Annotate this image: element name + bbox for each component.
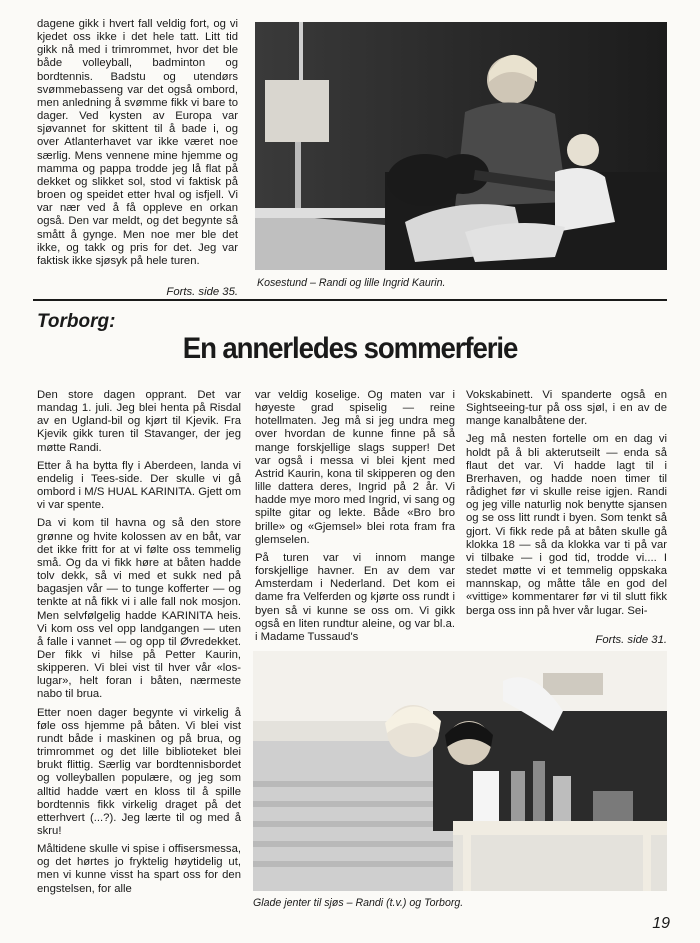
photo-guitar-image [255, 22, 667, 270]
paragraph: Vokskabinett. Vi spanderte også en Sightseeing-tur på oss sjøl, i en av de mange kanalbåtene der. [466, 389, 667, 428]
section-divider [33, 299, 667, 301]
article-column-1 [37, 389, 241, 901]
paragraph: På turen var vi innom mange forskjellige havner. En av dem var Amsterdam i Nederland. Det kom ei dame fra Velferden og kjørte oss rundt i byen så vi kunne se oss om. Vi gikk også en liten rundtur aleine, og var bl.a. i Madame Tussaud's [255, 551, 455, 643]
top-left-column [37, 18, 238, 273]
paragraph: Etter å ha bytta fly i Aberdeen, landa vi endelig i Tees-side. Der skulle vi gå ombord i M/S HUAL KARINITA. Gjett om vi var spente. [37, 459, 241, 512]
top-left-text: dagene gikk i hvert fall veldig fort, og vi kjedet oss ikke i det hele tatt. Litt tid gikk nå med i trimrommet, hvor det ble både volleyball, badminton og bordtennis. Badstu og utendørs svømmebasseng var det også ombord, men anledning å svømme fikk vi bare to dager. Ved kysten av Europa var sjøvannet for skittent til å bade i, og over Atlanterhavet var ikke været noe særlig. Mens vennene mine hjemme og mamma og pappa trodde jeg lå flat på dekket og slikket sol, stod vi faktisk på broen og speidet etter hval og isfjell. Vi var nær ved å få oppleve en orkan også. Den var meldt, og det begynte så smått å gynge. Men noe mer ble det ikke, og takk og pris for det. Jeg var faktisk ikke sjøsyk på hele turen. [37, 18, 238, 267]
photo-guitar [255, 22, 667, 270]
page-number: 19 [652, 915, 670, 932]
continued-note-top: Forts. side 35. [166, 286, 238, 298]
author-kicker: Torborg: [37, 311, 116, 332]
photo-cabin-caption: Glade jenter til sjøs – Randi (t.v.) og Torborg. [253, 897, 464, 909]
article-headline: En annerledes sommerferie [182, 332, 518, 365]
article-column-3 [466, 389, 667, 623]
paragraph: Jeg må nesten fortelle om en dag vi holdt på å bli akterutseilt — enda så flaut det var. Vi hadde lagt til i Brerhaven, og hadde noen timer til rådighet før vi skulle reise igjen. Randi og jeg ville naturlig nok benytte sjansen og se oss litt rundt i byen. Som tenkt så gjort. Vi fikk rede på at båten skulle gå klokka 18 — så da klokka var ti på var vi tilbake — i god tid, trodde vi.... I stedet møtte vi et temmelig oppskaka mannskap, og måtte tåle en god del «vittige» kommentarer før vi til slutt fikk berga oss inn på hver vår lugar. Sei- [466, 433, 667, 617]
paragraph: Da vi kom til havna og så den store grønne og hvite kolossen av en båt, var det ikke fritt for at vi følte oss temmelig små. Og da vi fikk høre at båten hadde tolv dekk, så vi med et sukk ned på bagasjen vår — to tunge kofferter — og tenkte at nå fikk vi i alle fall nok mosjon. Men selvfølgelig hadde KARINITA heis. Vi kom oss vel opp landgangen — uten å falle i vannet — og opp til Øvredekket. Der fikk vi hilse på Petter Kaurin, skipperen. Vi blei vist til hver vår «los-lugar», helt foran i båten, nærmeste nabo til brua. [37, 517, 241, 701]
paragraph: Måltidene skulle vi spise i offisersmessa, og det hørtes jo fryktelig høytidelig ut, men vi kunne visst ha spart oss for den engstelsen, for alle [37, 843, 241, 895]
photo-guitar-caption: Kosestund – Randi og lille Ingrid Kaurin. [257, 277, 446, 289]
continued-note-bottom: Forts. side 31. [595, 634, 667, 646]
article-column-2 [255, 389, 455, 649]
photo-cabin-image [253, 651, 667, 891]
paragraph: Den store dagen opprant. Det var mandag 1. juli. Jeg blei henta på Risdal av en Ugland-bil og kjørt til Kjevik. Fra Kjevik gikk turen til Stavanger, der jeg møtte Randi. [37, 389, 241, 454]
paragraph: var veldig koselige. Og maten var i høyeste grad spiselig — reine hotellmaten. Jeg må si jeg undra meg over hvordan de kunne finne på så mange forskjellige slags supper! Det var også i messa vi blei kjent med Astrid Kaurin, kona til skipperen og den lille dattera deres, Ingrid på 2 år. Vi hadde mye moro med Ingrid, vi sang og spilte gitar og lekte. Både «Bro bro brille» og «Gjemsel» blei rota fram fra glemselen. [255, 389, 455, 546]
photo-cabin [253, 651, 667, 891]
paragraph: Etter noen dager begynte vi virkelig å føle oss hjemme på båten. Vi blei vist rundt både i maskinen og på brua, og trimrommet og det lille biblioteket blei brukt flittig. Særlig var bordtennisbordet og volleyballen populære, og jeg som alltid hadde vært en kloss til å spille bordtennis fikk virkelig draget på det etterhvert (...?). Jeg lærte til og med å skru! [37, 706, 241, 837]
